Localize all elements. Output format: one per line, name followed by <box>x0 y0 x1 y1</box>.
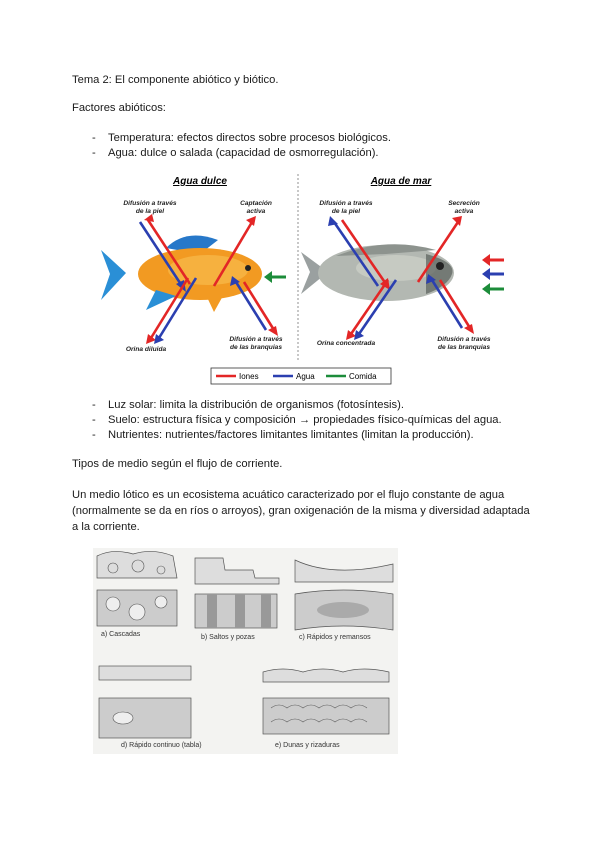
osmoregulation-figure <box>96 170 510 390</box>
salt-label-secretion-2: activa <box>454 208 474 215</box>
salt-label-skin-1: Difusión a través <box>319 200 373 207</box>
bullet-dash: - <box>92 147 96 159</box>
fresh-label-uptake-2: activa <box>246 208 266 215</box>
lotic-paragraph: Un medio lótico es un ecosistema acuático caracterizado por el flujo constante de agua (normalmente se da en ríos o arroyos), gran oxigenación de la misma y diversidad adaptada a la corriente. <box>72 489 530 533</box>
flow-heading: Tipos de medio según el flujo de corriente. <box>72 458 283 470</box>
fresh-label-urine: Orina diluida <box>125 346 167 353</box>
legend-label-comida: Comida <box>349 372 377 381</box>
section-heading: Factores abióticos: <box>72 102 166 114</box>
page-title: Tema 2: El componente abiótico y biótico. <box>72 74 279 86</box>
salt-label-gills-1: Difusión a través <box>437 336 491 343</box>
bullet-dash: - <box>92 429 96 441</box>
panel-cascadas <box>97 551 177 638</box>
bullet-temperatura: Temperatura: efectos directos sobre procesos biológicos. <box>108 132 391 144</box>
bullet-luz: Luz solar: limita la distribución de organismos (fotosíntesis). <box>108 399 404 411</box>
legend-label-iones: Iones <box>239 372 259 381</box>
fresh-label-gills-1: Difusión a través <box>229 336 283 343</box>
fresh-label-uptake-1: Captación <box>240 200 272 207</box>
legend-label-agua: Agua <box>296 372 315 381</box>
salt-label-secretion-1: Secreción <box>448 200 480 207</box>
fresh-water-title: Agua dulce <box>173 176 227 187</box>
salt-label-skin-2: de la piel <box>331 208 361 215</box>
fresh-label-skin-2: de la piel <box>135 208 165 215</box>
panel-rapido-continuo <box>99 666 202 749</box>
bullet-agua: Agua: dulce o salada (capacidad de osmorregulación). <box>108 147 379 159</box>
caption-cascadas: a) Cascadas <box>101 631 141 638</box>
caption-rapidos-remansos: c) Rápidos y remansos <box>299 634 371 641</box>
salt-label-urine: Orina concentrada <box>316 340 376 347</box>
bullet-dash: - <box>92 132 96 144</box>
figure-legend <box>211 368 391 384</box>
caption-rapido-continuo: d) Rápido continuo (tabla) <box>121 742 202 749</box>
fresh-label-skin-1: Difusión a través <box>123 200 177 207</box>
caption-saltos-pozas: b) Saltos y pozas <box>201 634 255 641</box>
bullet-dash: - <box>92 399 96 411</box>
fresh-label-gills-2: de las branquias <box>229 344 283 351</box>
bullet-nutrientes: Nutrientes: nutrientes/factores limitantes limitantes (limitan la producción). <box>108 429 474 441</box>
bullet-suelo: Suelo: estructura física y composición → propiedades físico-químicas del agua. <box>108 414 502 426</box>
salt-water-title: Agua de mar <box>370 176 432 187</box>
bullet-dash: - <box>92 414 96 426</box>
river-morphology-figure <box>93 548 398 754</box>
salt-label-gills-2: de las branquias <box>437 344 491 351</box>
caption-dunas-rizaduras: e) Dunas y rizaduras <box>275 742 340 749</box>
